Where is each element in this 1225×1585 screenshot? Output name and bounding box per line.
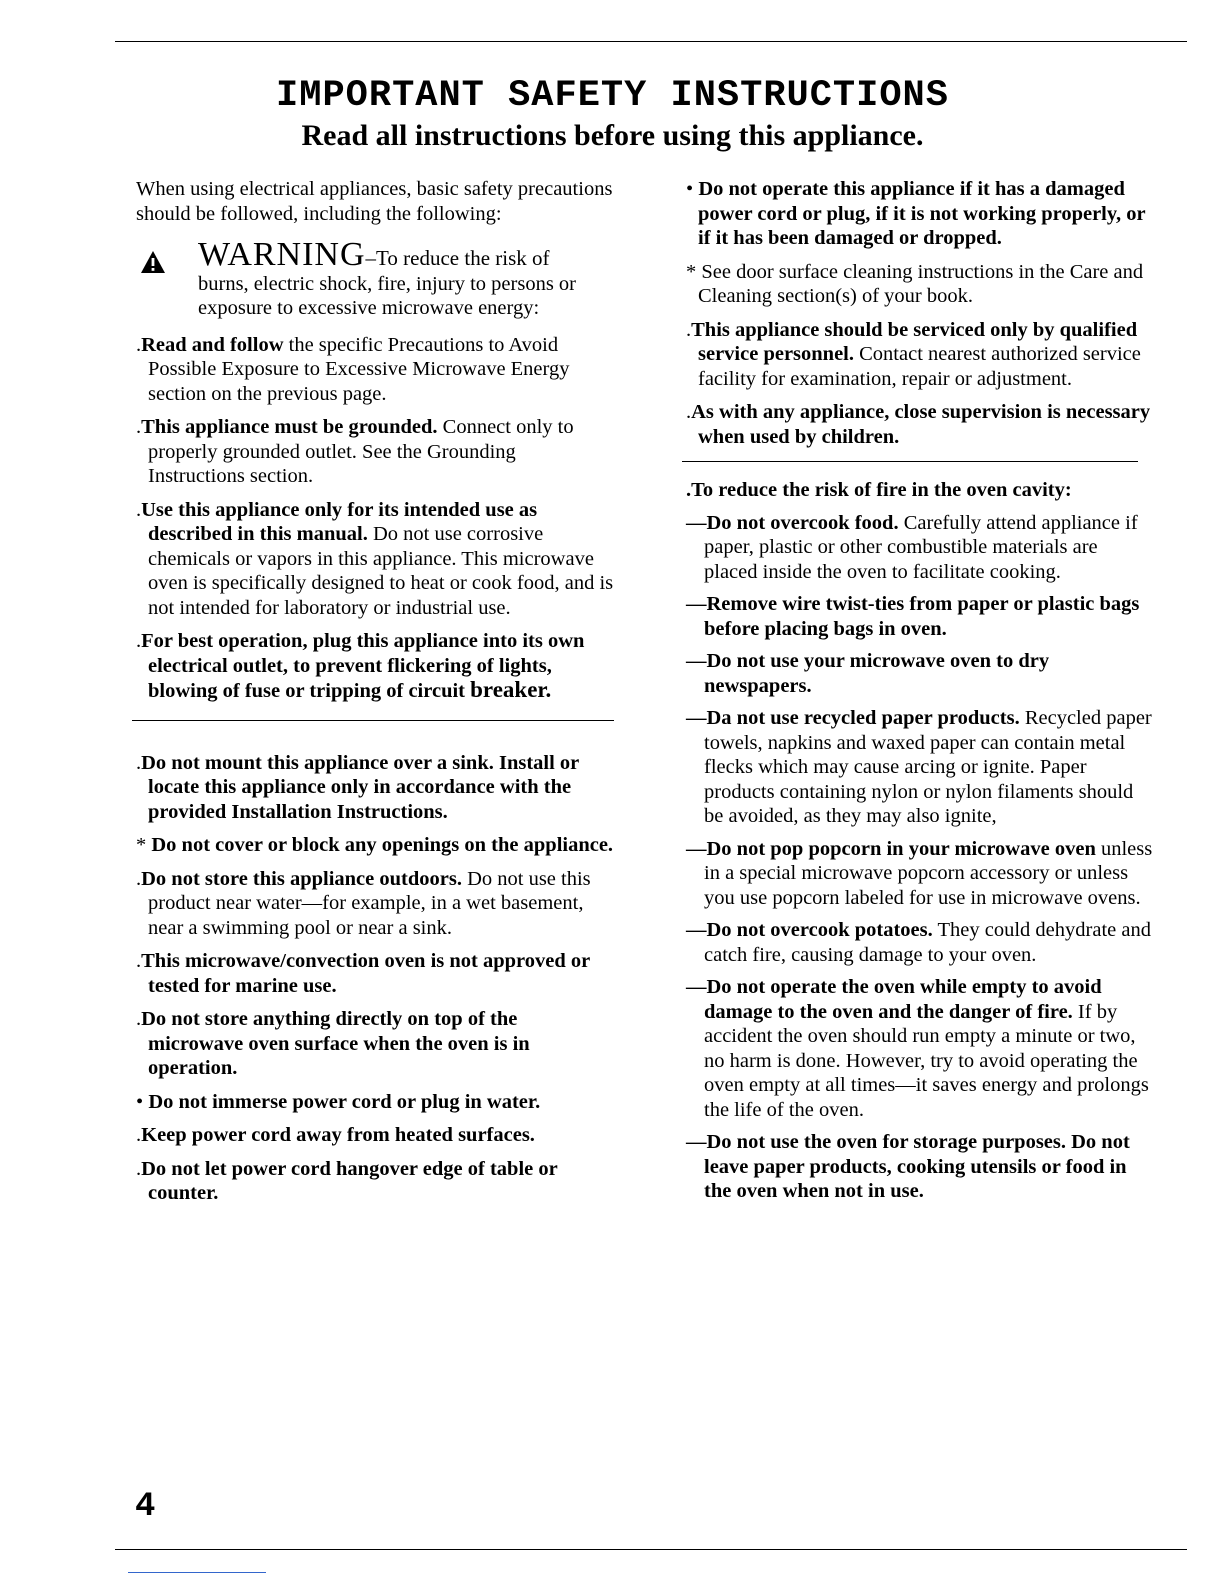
list-item: .For best operation, plug this appliance into its own electrical outlet, to prevent flickering of lights, blowing of fuse or tripping of circuit breaker. [136, 630, 585, 702]
page-number: 4 [135, 1488, 156, 1526]
left-column [136, 177, 614, 1215]
list-item: —Do not overcook food. Carefully attend appliance if paper, plastic or other combustible materials are placed inside the oven to facilitate cooking. [686, 511, 1138, 583]
intro-text: When using electrical appliances, basic safety precautions should be followed, including the following: [136, 178, 613, 225]
page-subtitle: Read all instructions before using this appliance. [301, 119, 924, 152]
list-item: .Do not store anything directly on top of the microwave oven surface when the oven is in operation. [136, 1008, 530, 1079]
warning-block [136, 236, 614, 321]
list-item: —Do not use your microwave oven to dry newspapers. [686, 650, 1050, 697]
list-item: .This microwave/convection oven is not approved or tested for marine use. [136, 950, 590, 997]
warning-lead: –To reduce the risk of [365, 246, 550, 270]
warning-text: burns, electric shock, fire, injury to persons or exposure to excessive microwave energy: [198, 272, 577, 319]
list-item: .Do not mount this appliance over a sink. Install or locate this appliance only in accordance with the provided Installation Instructions. [136, 751, 579, 823]
footer-link-underline[interactable] [128, 1572, 266, 1573]
list-item: * See door surface cleaning instructions in the Care and Cleaning section(s) of your book. [686, 260, 1144, 307]
list-item: —Do not overcook potatoes. They could dehydrate and catch fire, causing damage to your oven. [686, 919, 1151, 966]
warning-triangle-icon [140, 250, 166, 274]
list-item: —Remove wire twist-ties from paper or plastic bags before placing bags in oven. [686, 593, 1140, 640]
list-item: • Do not immerse power cord or plug in water. [136, 1090, 541, 1113]
fire-heading: .To reduce the risk of fire in the oven cavity: [686, 479, 1072, 501]
list-item: —Do not use the oven for storage purposes. Do not leave paper products, cooking utensils or food in the oven when not in use. [686, 1131, 1130, 1202]
page-title: IMPORTANT SAFETY INSTRUCTIONS [276, 75, 949, 117]
top-rule [115, 41, 1187, 42]
section-divider [682, 461, 1138, 462]
right-column [686, 177, 1156, 1212]
list-item: .Do not let power cord hangover edge of table or counter. [136, 1157, 558, 1204]
list-item: .Keep power cord away from heated surfaces. [136, 1124, 535, 1146]
section-divider [132, 720, 614, 721]
list-item: • Do not operate this appliance if it has a damaged power cord or plug, if it is not working properly, or if it has been damaged or dropped. [686, 178, 1146, 249]
list-item: * Do not cover or block any openings on the appliance. [136, 834, 614, 856]
list-item: .This appliance should be serviced only by qualified service personnel. Contact nearest authorized service facility for examination, repair or adjustment. [686, 318, 1141, 390]
warning-word: WARNING [198, 236, 366, 273]
list-item: —Do not operate the oven while empty to avoid damage to the oven and the danger of fire. If by accident the oven should run empty a minute or two, no harm is done. However, try to avoid operating the oven empty at all times—it saves energy and prolongs the life of the oven. [686, 976, 1149, 1121]
list-item: .Use this appliance only for its intended use as described in this manual. Do not use corrosive chemicals or vapors in this appliance. This microwave oven is specifically designed to heat or cook food, and is not intended for laboratory or industrial use. [136, 498, 614, 619]
list-item: .As with any appliance, close supervision is necessary when used by children. [686, 401, 1151, 448]
bottom-rule [115, 1549, 1187, 1550]
list-item: .This appliance must be grounded. Connect only to properly grounded outlet. See the Grounding Instructions section. [136, 416, 574, 487]
list-item: .Read and follow the specific Precautions to Avoid Possible Exposure to Excessive Microwave Energy section on the previous page. [136, 333, 570, 405]
list-item: —Da not use recycled paper products. Recycled paper towels, napkins and waxed paper can contain metal flecks which may cause arcing or ignite. Paper products containing nylon or nylon filaments should be avoided, as they may also ignite, [686, 707, 1152, 827]
list-item: .Do not store this appliance outdoors. Do not use this product near water—for example, in a wet basement, near a swimming pool or near a sink. [136, 867, 591, 939]
list-item: —Do not pop popcorn in your microwave oven unless in a special microwave popcorn accessory or unless you use popcorn labeled for use in microwave ovens. [686, 837, 1153, 909]
